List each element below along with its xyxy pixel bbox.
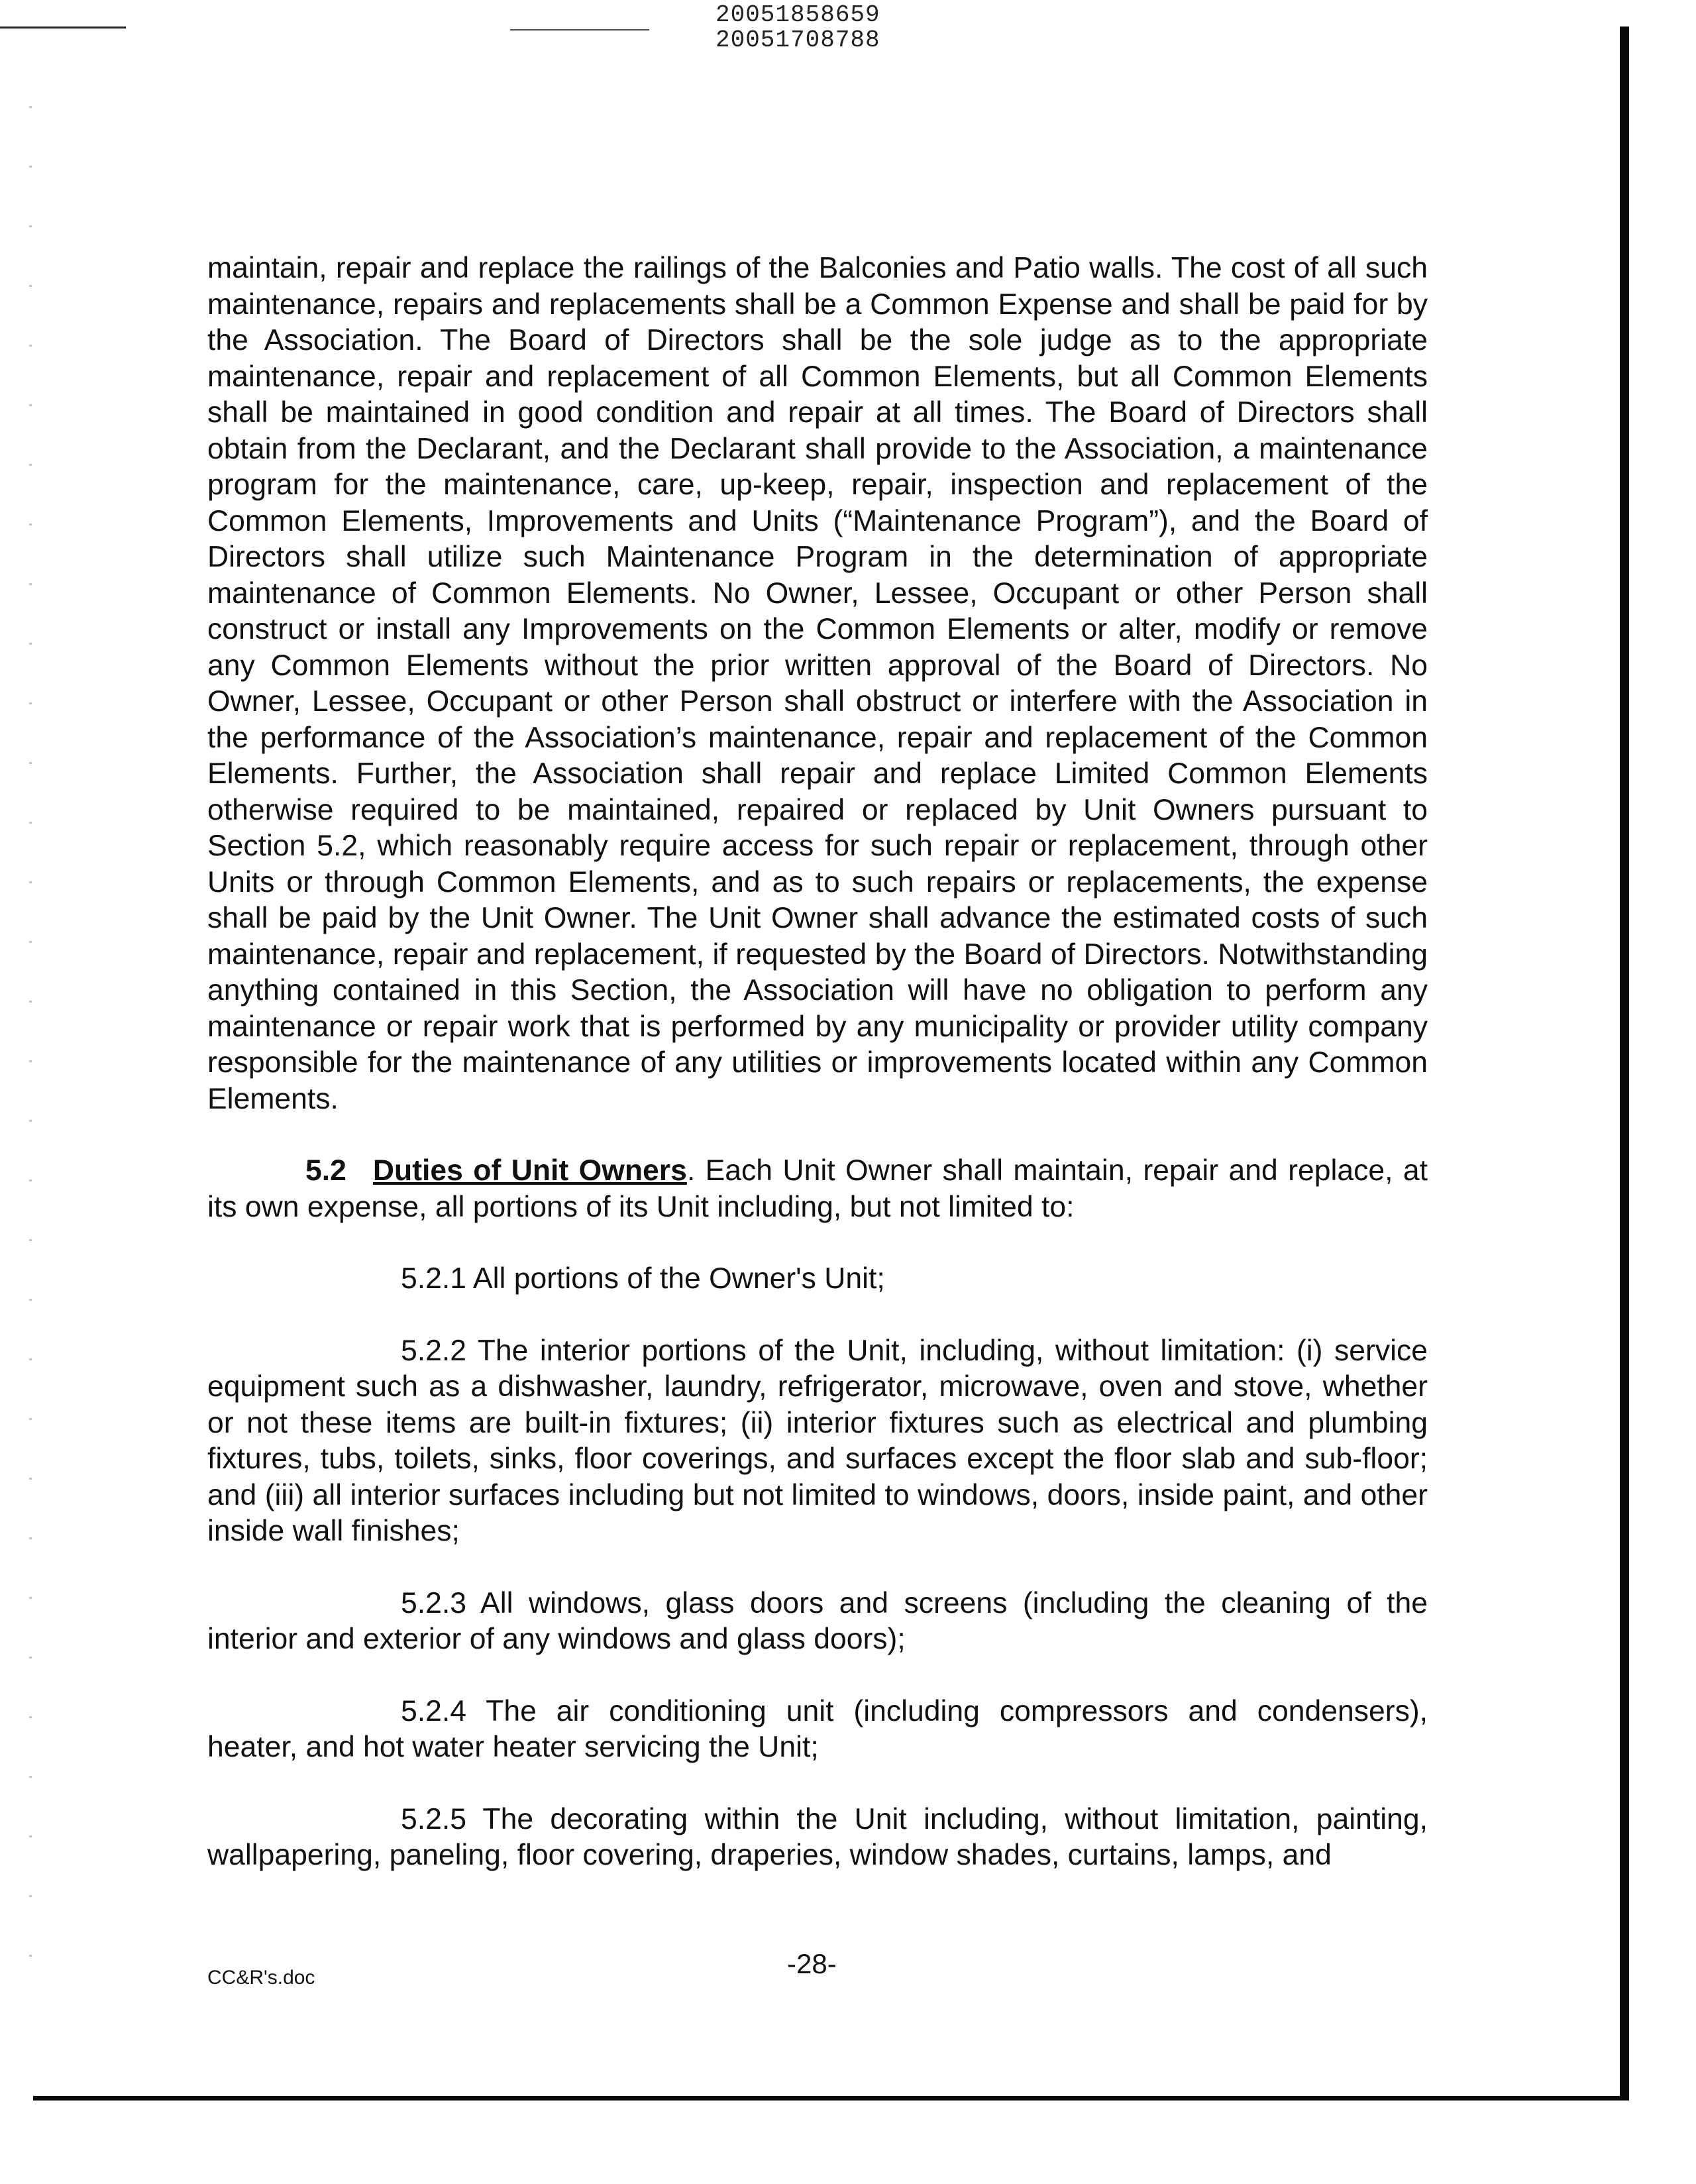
footer-page-number: -28- bbox=[787, 1948, 837, 1979]
subsection-5-2-5: 5.2.5 The decorating within the Unit including, without limitation, painting, wallpapering, paneling, floor covering, draperies, window shades, curtains, lamps, and bbox=[207, 1802, 1428, 1871]
section-5-2-paragraph bbox=[207, 1153, 1428, 1225]
recording-numbers bbox=[716, 3, 928, 53]
section-intro-text: . Each Unit Owner shall maintain, repair and replace, at its own expense, all portions of its Unit including, but not limited to: bbox=[207, 1154, 1428, 1223]
subsection-5-2-3: 5.2.3 All windows, glass doors and screens (including the cleaning of the interior and exterior of any windows and glass doors); bbox=[207, 1586, 1428, 1655]
scan-artifact-top-left-rule bbox=[0, 27, 126, 28]
scan-artifact-right-border bbox=[1620, 27, 1629, 2101]
scan-artifact-top-mid-rule bbox=[510, 29, 649, 30]
doc-number-1: 20051858659 bbox=[716, 1, 880, 28]
document-body bbox=[207, 250, 1428, 1874]
subsection-5-2-4: 5.2.4 The air conditioning unit (including compressors and condensers), heater, and hot water heater servicing the Unit; bbox=[207, 1694, 1428, 1763]
scan-artifact-left-specks bbox=[29, 106, 32, 1961]
paragraph-maintenance: maintain, repair and replace the railings of the Balconies and Patio walls. The cost of all such maintenance, repairs and replacements shall be a Common Expense and shall be paid for by the Association. The Board of Directors shall be the sole judge as to the appropriate maintenance, repair and replacement of all Common Elements, but all Common Elements shall be maintained in good condition and repair at all times. The Board of Directors shall obtain from the Declarant, and the Declarant shall provide to the Association, a maintenance program for the maintenance, care, up-keep, repair, inspection and replacement of the Common Elements, Improvements and Units (“Maintenance Program”), and the Board of Directors shall utilize such Maintenance Program in the determination of appropriate maintenance of Common Elements. No Owner, Lessee, Occupant or other Person shall construct or install any Improvements on the Common Elements or alter, modify or remove any Common Elements without the prior written approval of the Board of Directors. No Owner, Lessee, Occupant or other Person shall obstruct or interfere with the Association in the performance of the Association’s maintenance, repair and replacement of the Common Elements. Further, the Association shall repair and replace Limited Common Elements otherwise required to be maintained, repaired or replaced by Unit Owners pursuant to Section 5.2, which reasonably require access for such repair or replacement, through other Units or through Common Elements, and as to such repairs or replacements, the expense shall be paid by the Unit Owner. The Unit Owner shall advance the estimated costs of such maintenance, repair and replacement, if requested by the Board of Directors. Notwithstanding anything contained in this Section, the Association will have no obligation to perform any maintenance or repair work that is performed by any municipality or provider utility company responsible for the maintenance of any utilities or improvements located within any Common Elements. bbox=[207, 252, 1428, 1115]
section-number: 5.2 bbox=[305, 1154, 346, 1187]
doc-number-2: 20051708788 bbox=[716, 27, 880, 54]
subsection-5-2-2: 5.2.2 The interior portions of the Unit, including, without limitation: (i) service equipment such as a dishwasher, laundry, refrigerator, microwave, oven and stove, whether or not these items are built-in fixtures; (ii) interior fixtures such as electrical and plumbing fixtures, tubs, toilets, sinks, floor coverings, and surfaces except the floor slab and sub-floor; and (iii) all interior surfaces including but not limited to windows, doors, inside paint, and other inside wall finishes; bbox=[207, 1334, 1428, 1547]
scan-artifact-bottom-border bbox=[33, 2096, 1629, 2101]
section-title: Duties of Unit Owners bbox=[372, 1154, 687, 1187]
subsection-5-2-1: 5.2.1 All portions of the Owner's Unit; bbox=[401, 1262, 885, 1295]
footer-file-name: CC&R's.doc bbox=[207, 1967, 315, 1989]
